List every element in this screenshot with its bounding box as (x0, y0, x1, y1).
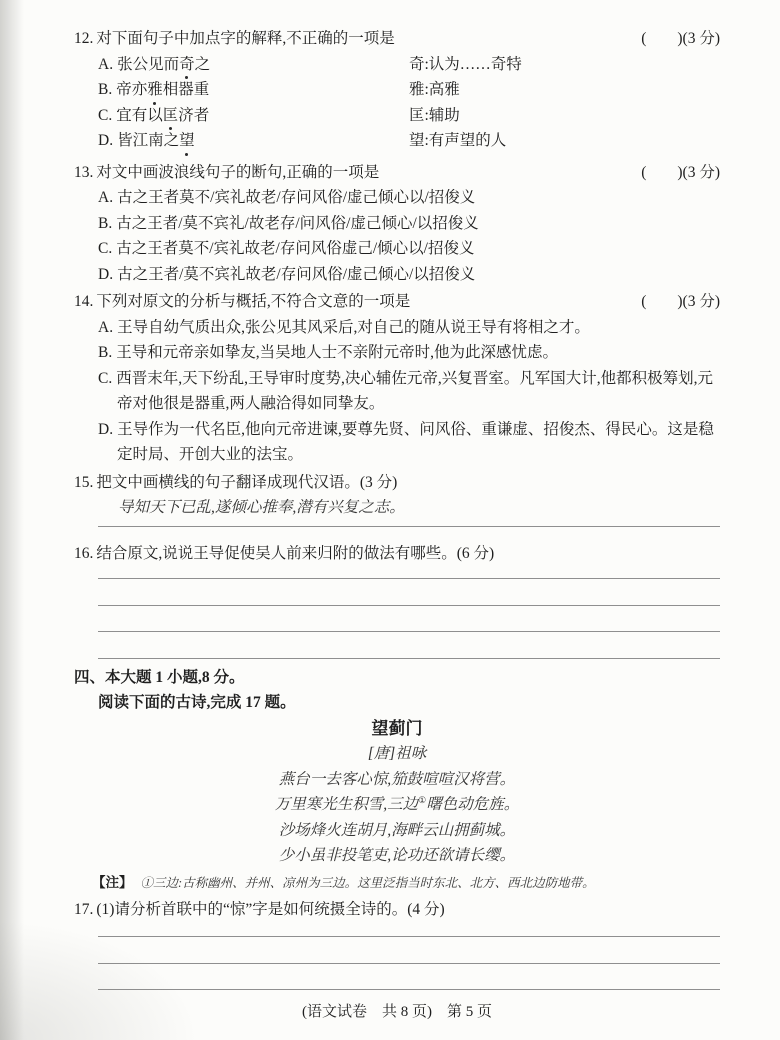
answer-line (98, 922, 720, 937)
question-12-answer-blank: ( )(3 分) (641, 30, 720, 47)
option-label: D. (98, 265, 114, 283)
question-13-stem (74, 160, 641, 186)
question-12 (74, 26, 720, 154)
question-17-stem (74, 897, 720, 923)
question-13-answer-blank: ( )(3 分) (641, 163, 720, 181)
question-14-option-c (98, 366, 720, 417)
question-12-option-a (98, 52, 720, 78)
poem-line (74, 792, 720, 818)
question-number: 16. (74, 544, 94, 562)
answer-line (98, 606, 720, 633)
answer-line (98, 937, 720, 964)
option-explanation: 奇:认为……奇特 (409, 55, 522, 73)
option-text: 古之王者/莫不宾礼/故老存/问风俗/虚己倾心/以招俊义 (116, 214, 479, 232)
option-label: B. (98, 81, 113, 98)
poem-line-text: 曙色动危旌。 (426, 796, 520, 813)
question-stem-text: 结合原文,说说王导促使吴人前来归附的做法有哪些。(6 分) (96, 544, 495, 562)
question-17 (74, 897, 720, 991)
option-phrase (98, 52, 409, 78)
question-14-answer-blank: ( )(3 分) (641, 293, 720, 310)
option-dotted-char: 匡 (163, 103, 179, 129)
question-14-option-d (98, 417, 720, 468)
poem-annotation (92, 873, 720, 893)
question-stem-text: (1)请分析首联中的“惊”字是如何统摄全诗的。(4 分) (96, 900, 445, 918)
question-number: 13. (74, 163, 94, 181)
poem (74, 716, 720, 869)
question-12-option-d (98, 128, 720, 154)
option-text: 王导作为一代名臣,他向元帝进谏,要尊先贤、问风俗、重谦虚、招俊杰、得民心。这是稳定时局、开创大业的法宝。 (117, 420, 714, 463)
annotation-text: ①三边:古称幽州、并州、凉州为三边。这里泛指当时东北、北方、西北边防地带。 (140, 875, 595, 890)
option-phrase (98, 128, 409, 154)
option-explanation: 匡:辅助 (409, 106, 460, 124)
question-13-option-b (98, 211, 720, 237)
question-12-stem (74, 26, 641, 52)
option-label: A. (98, 189, 114, 206)
question-14-options (98, 315, 720, 468)
option-explanation: 雅:高雅 (409, 81, 460, 98)
poem-line: 少小虽非投笔吏,论功还欲请长缨。 (278, 847, 516, 864)
option-label: C. (98, 240, 113, 257)
poem-line: 沙场烽火连胡月,海畔云山拥蓟城。 (278, 821, 516, 839)
poem-author: [唐]祖咏 (367, 745, 427, 762)
option-dotted-char: 奇 (179, 52, 195, 78)
question-stem-text: 对下面句子中加点字的解释,不正确的一项是 (96, 30, 395, 47)
option-text: 古之王者莫不/宾礼故老/存问风俗/虚己倾心以/招俊义 (117, 189, 476, 206)
page-footer: (语文试卷 共 8 页) 第 5 页 (302, 1004, 492, 1020)
section-4-instruction: 阅读下面的古诗,完成 17 题。 (98, 694, 296, 711)
answer-line (98, 632, 720, 659)
question-15 (74, 470, 720, 527)
question-stem-text: 下列对原文的分析与概括,不符合文意的一项是 (96, 293, 411, 310)
question-13-option-c (98, 236, 720, 262)
option-phrase (98, 103, 409, 129)
question-number: 17. (74, 900, 94, 918)
annotation-label: 【注】 (92, 874, 133, 890)
question-15-stem (74, 470, 720, 496)
question-14-option-b (98, 340, 720, 366)
option-text: 济者 (178, 106, 210, 124)
question-13-stem-row (74, 160, 720, 186)
option-label: D. (98, 420, 114, 438)
question-13-options (98, 185, 720, 287)
poem-line-text: 万里寒光生积雪,三边 (274, 796, 419, 813)
question-14 (74, 289, 720, 468)
answer-line (98, 566, 720, 579)
option-label: B. (98, 344, 113, 361)
option-text: 王导自幼气质出众,张公见其风采后,对自己的随从说王导有将相之才。 (117, 318, 590, 336)
option-text: 西晋末年,天下纷乱,王导审时度势,决心辅佐元帝,兴复晋室。凡军国大计,他都积极筹划,元帝对他很是器重,两人融洽得如同挚友。 (116, 369, 713, 412)
option-text: 皆江南之 (117, 132, 180, 149)
question-number: 12. (74, 30, 94, 47)
option-text: 古之王者/莫不宾礼故老/存问风俗/虚己倾心/以招俊义 (117, 265, 476, 283)
question-12-options (74, 52, 720, 154)
option-text: 王导和元帝亲如挚友,当吴地人士不亲附元帝时,他为此深感忧虑。 (116, 344, 558, 361)
option-label: C. (98, 106, 113, 124)
question-13-option-d (98, 262, 720, 288)
question-14-stem (74, 289, 641, 315)
question-16 (74, 541, 720, 659)
option-dotted-char: 望 (179, 128, 195, 154)
question-12-option-b (98, 77, 720, 103)
answer-line (98, 964, 720, 991)
question-12-option-c (98, 103, 720, 129)
question-13 (74, 160, 720, 288)
option-dotted-char: 雅 (147, 77, 163, 103)
option-text: 古之王者莫不/宾礼故老/存问风俗虚己/倾心以/招俊义 (116, 240, 475, 257)
answer-line (98, 579, 720, 606)
poem-title: 望蓟门 (371, 718, 423, 738)
section-4-header: 四、本大题 1 小题,8 分。 (74, 668, 245, 686)
option-label: C. (98, 369, 113, 387)
question-stem-text: 对文中画波浪线句子的断句,正确的一项是 (96, 163, 380, 181)
question-stem-text: 把文中画横线的句子翻译成现代汉语。(3 分) (96, 473, 398, 491)
option-label: D. (98, 132, 114, 149)
question-14-option-a (98, 315, 720, 341)
question-16-stem (74, 541, 720, 567)
question-13-option-a (98, 185, 720, 211)
option-text: 张公见而 (117, 55, 180, 73)
option-label: B. (98, 214, 113, 232)
question-12-stem-row (74, 26, 720, 52)
option-label: A. (98, 318, 114, 336)
question-14-stem-row (74, 289, 720, 315)
option-text: 相器重 (162, 81, 210, 98)
question-number: 14. (74, 293, 94, 310)
option-explanation: 望:有声望的人 (409, 132, 507, 149)
section-4 (74, 665, 720, 716)
poem-line: 燕台一去客心惊,笳鼓喧喧汉将营。 (278, 770, 516, 788)
option-text: 宜有以 (116, 106, 163, 124)
option-text: 帝亦 (116, 81, 148, 98)
question-15-source-sentence: 导知天下已乱,遂倾心推奉,潜有兴复之志。 (118, 499, 405, 516)
option-label: A. (98, 55, 114, 73)
option-text: 之 (194, 55, 211, 73)
answer-line (98, 521, 720, 527)
footnote-marker: ① (418, 794, 427, 805)
option-phrase (98, 77, 409, 103)
question-number: 15. (74, 473, 94, 491)
